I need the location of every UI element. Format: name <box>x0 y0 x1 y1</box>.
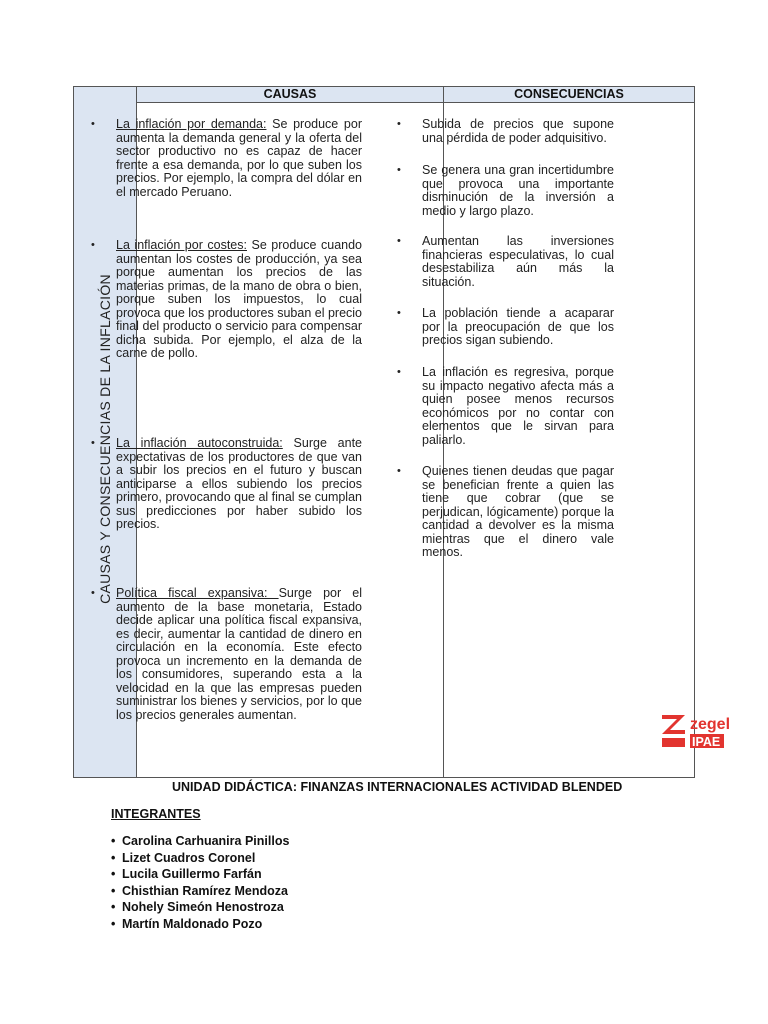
cause-text: Surge por el aumento de la base monetaria, Estado decide aplicar una política fiscal expansiva, es decir, aumentar la cantidad de dinero en circulación en la economía. Este efecto provoca un incremento en la demanda de los consumidores, superando esta a la velocidad en la que las empresas pueden suministrar los bienes y servicios, por lo que los precios generales aumentan. <box>116 586 362 722</box>
member-name: • Martín Maldonado Pozo <box>111 916 289 933</box>
cause-item <box>116 587 362 722</box>
header-causes: CAUSAS <box>137 87 444 103</box>
cause-text: Se produce cuando aumentan los costes de producción, ya sea porque aumentan los precios de las materias primas, de la mano de obra o bien, porque suben los impuestos, lo cual provoca que los productores suban el precio final del producto o servicio para compensar dicha subida. Por ejemplo, el alza de la carne de pollo. <box>116 238 362 360</box>
side-title: CAUSAS Y CONSECUENCIAS DE LA INFLACIÓN <box>97 273 113 604</box>
logo-text-ipae: IPAE <box>692 735 721 749</box>
member-name: • Lizet Cuadros Coronel <box>111 850 289 867</box>
members-list <box>111 833 289 932</box>
document-title: UNIDAD DIDÁCTICA: FINANZAS INTERNACIONALES ACTIVIDAD BLENDED <box>172 780 623 794</box>
consequence-item: • Se genera una gran incertidumbre que provoca una importante disminución de la inversión a medio y largo plazo. <box>422 164 614 218</box>
cause-text: Se produce por aumenta la demanda general y la oferta del sector productivo no es capaz de hacer frente a esa demanda, por lo que suben los precios. Por ejemplo, la compra del dólar en el mercado Peruano. <box>116 117 362 199</box>
cause-term: La inflación por costes: <box>116 238 247 252</box>
consequence-item: • La población tiende a acaparar por la preocupación de que los precios sigan subiendo. <box>422 307 614 348</box>
logo-text-zegel: zegel <box>690 716 731 733</box>
member-name: • Carolina Carhuanira Pinillos <box>111 833 289 850</box>
members-heading: INTEGRANTES <box>111 807 201 821</box>
consequence-item: • Subida de precios que supone una pérdida de poder adquisitivo. <box>422 118 614 145</box>
zegel-ipae-logo <box>661 712 741 752</box>
cause-term: La inflación por demanda: <box>116 117 267 131</box>
member-name: • Nohely Simeón Henostroza <box>111 899 289 916</box>
consequence-item: • Quienes tienen deudas que pagar se benefician frente a quien las tiene que cobrar (que se perjudican, lógicamente) porque la cantidad a devolver es la misma mientras que el dinero vale menos. <box>422 465 614 560</box>
consequence-item: • Aumentan las inversiones financieras especulativas, lo cual desestabiliza aún más la situación. <box>422 235 614 289</box>
consequence-item: • La inflación es regresiva, porque su impacto negativo afecta más a quien posee menos recursos económicos por no contar con elementos que le sirvan para paliarlo. <box>422 366 614 447</box>
cause-item <box>116 239 362 361</box>
member-name: • Chisthian Ramírez Mendoza <box>111 883 289 900</box>
cause-item <box>116 118 362 199</box>
cause-term: Política fiscal expansiva: <box>116 586 279 600</box>
cause-item <box>116 437 362 532</box>
cause-text: Surge ante expectativas de los productores de que van a subir los precios en el futuro y buscan anticiparse a ellos subiendo los precios primero, provocando que al final se cumplan sus predicciones por haber subido los precios. <box>116 436 362 531</box>
header-consequences: CONSECUENCIAS <box>444 87 694 103</box>
cause-term: La inflación autoconstruida: <box>116 436 283 450</box>
member-name: • Lucila Guillermo Farfán <box>111 866 289 883</box>
